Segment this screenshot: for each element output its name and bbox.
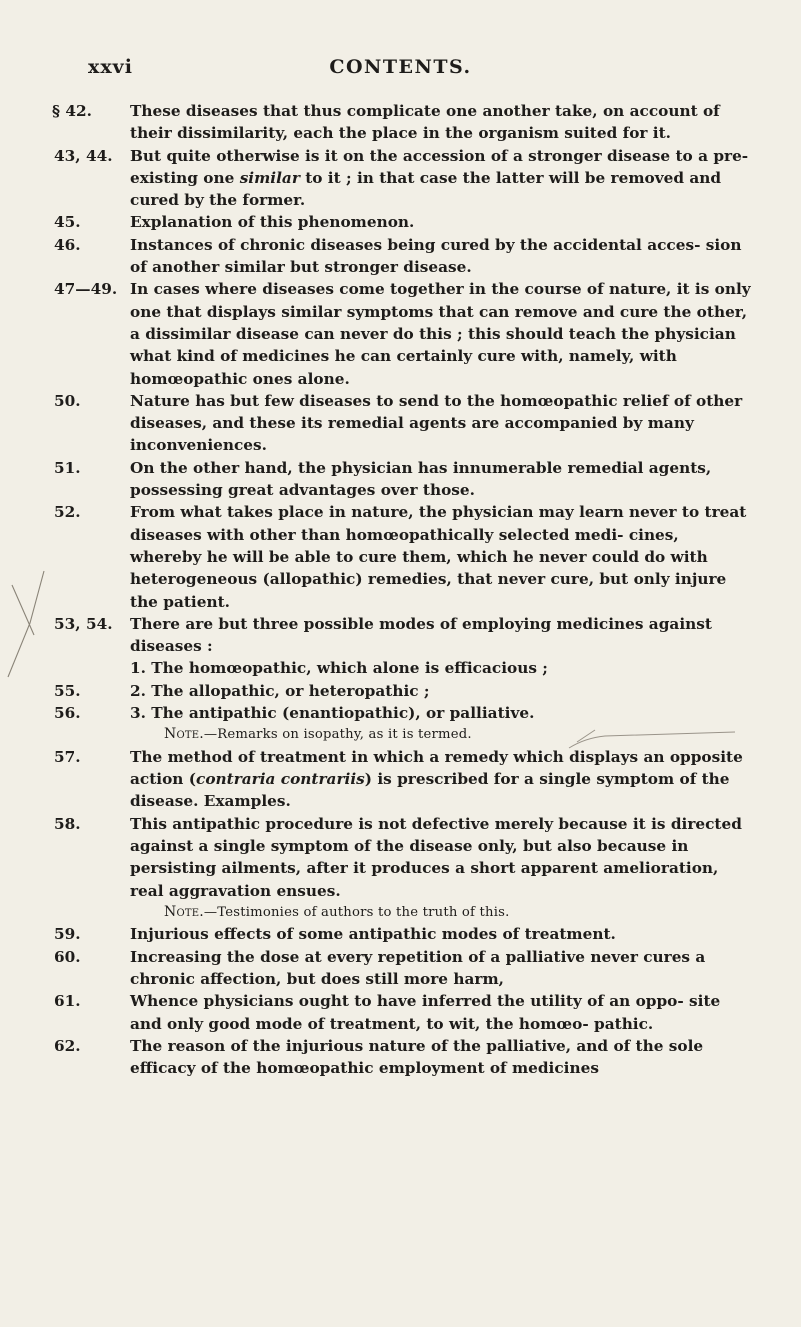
list-item	[54, 390, 754, 457]
section-number: 61.	[54, 992, 81, 1011]
section-number: 57.	[54, 747, 81, 766]
entry-text: Instances of chronic diseases being cured by the accidental acces- sion of another similar but stronger disease.	[130, 235, 742, 277]
section-number: 52.	[54, 503, 81, 522]
list-item	[54, 100, 754, 145]
note-text: —Remarks on isopathy, as it is termed.	[203, 727, 472, 743]
section-number: 45.	[54, 213, 81, 232]
section-number: 59.	[54, 925, 81, 944]
section-number: 43, 44.	[54, 146, 113, 165]
list-item	[54, 923, 754, 945]
entry-text: ) is prescribed for a single symptom of the disease. Examples.	[130, 770, 730, 811]
note-label: Note.	[164, 726, 204, 743]
entry-text: 3. The antipathic (enantiopathic), or palliative.	[130, 704, 535, 723]
entry-emphasis: similar	[239, 168, 300, 187]
list-item	[54, 457, 754, 502]
entry-text: This antipathic procedure is not defective merely because it is directed against a single symptom of the disease only, but also because in persisting ailments, after it produces a short apparent amelioration, real aggravation ensues.	[130, 814, 742, 900]
entry-text: The method of treatment in which a remedy which displays an opposite action (	[130, 747, 743, 789]
list-item	[54, 145, 754, 212]
list-item	[54, 990, 754, 1035]
section-number: 47—49.	[54, 280, 118, 299]
list-item	[54, 946, 754, 991]
page-number: xxvi	[88, 56, 133, 78]
list-item	[54, 278, 754, 389]
running-head: CONTENTS.	[329, 56, 472, 78]
section-number: 58.	[54, 814, 81, 833]
list-item	[54, 680, 754, 702]
list-item	[54, 702, 754, 724]
list-item	[54, 501, 754, 612]
entry-text: 2. The allopathic, or heteropathic ;	[130, 681, 430, 700]
list-item	[54, 746, 754, 813]
note-label: Note.	[164, 903, 204, 920]
note-text: —Testimonies of authors to the truth of this.	[203, 904, 510, 920]
entry-text: On the other hand, the physician has innumerable remedial agents, possessing great advantages over those.	[130, 458, 712, 500]
note	[54, 902, 754, 924]
entry-text: From what takes place in nature, the physician may learn never to treat diseases with other than homœopathically selected medi- cines, whereby he will be able to cure them, which he never could do with heterogeneous (allopathic) remedies, that never cure, but only injure the patient.	[130, 503, 747, 611]
entry-text: 1. The homœopathic, which alone is efficacious ;	[130, 659, 548, 678]
entry-text: Whence physicians ought to have inferred the utility of an oppo- site and only good mode of treatment, to wit, the homœo- pathic.	[130, 992, 721, 1033]
entry-text: But quite otherwise is it on the accession of a stronger disease to a pre-existing one	[130, 146, 749, 187]
section-number: 50.	[54, 391, 81, 410]
entry-emphasis: contraria contrariis	[196, 770, 365, 789]
entry-text: to it ; in that case the latter will be removed and cured by the former.	[130, 168, 722, 210]
contents-list	[54, 100, 754, 1079]
section-number: 60.	[54, 947, 81, 966]
list-item	[54, 613, 754, 658]
list-item	[54, 1035, 754, 1080]
section-number: 51.	[54, 458, 81, 477]
section-number: 56.	[54, 704, 81, 723]
entry-text: Injurious effects of some antipathic modes of treatment.	[130, 925, 616, 944]
section-number: § 42.	[52, 102, 92, 120]
note	[54, 724, 754, 746]
list-item	[54, 813, 754, 902]
list-item	[54, 657, 754, 679]
section-number: 53, 54.	[54, 614, 113, 633]
entry-text: Increasing the dose at every repetition of a palliative never cures a chronic affection, but does still more harm,	[130, 947, 706, 988]
entry-text: These diseases that thus complicate one another take, on account of their dissimilarity, each the place in the organism suited for it.	[130, 102, 720, 143]
entry-text: Explanation of this phenomenon.	[130, 213, 415, 232]
list-item	[54, 211, 754, 233]
list-item	[54, 234, 754, 279]
section-number: 62.	[54, 1036, 81, 1055]
entry-text: Nature has but few diseases to send to the homœopathic relief of other diseases, and these its remedial agents are accompanied by many inconveniences.	[130, 391, 743, 455]
section-number: 55.	[54, 681, 81, 700]
entry-text: The reason of the injurious nature of the palliative, and of the sole efficacy of the homœopathic employment of medicines	[130, 1036, 704, 1078]
section-number: 46.	[54, 235, 81, 254]
entry-text: There are but three possible modes of employing medicines against diseases :	[130, 614, 712, 656]
entry-text: In cases where diseases come together in the course of nature, it is only one that displays similar symptoms that can remove and cure the other, a dissimilar disease can never do this ; this should teach the physician what kind of medicines he can certainly cure with, namely, with homœopathic ones alone.	[130, 280, 751, 388]
